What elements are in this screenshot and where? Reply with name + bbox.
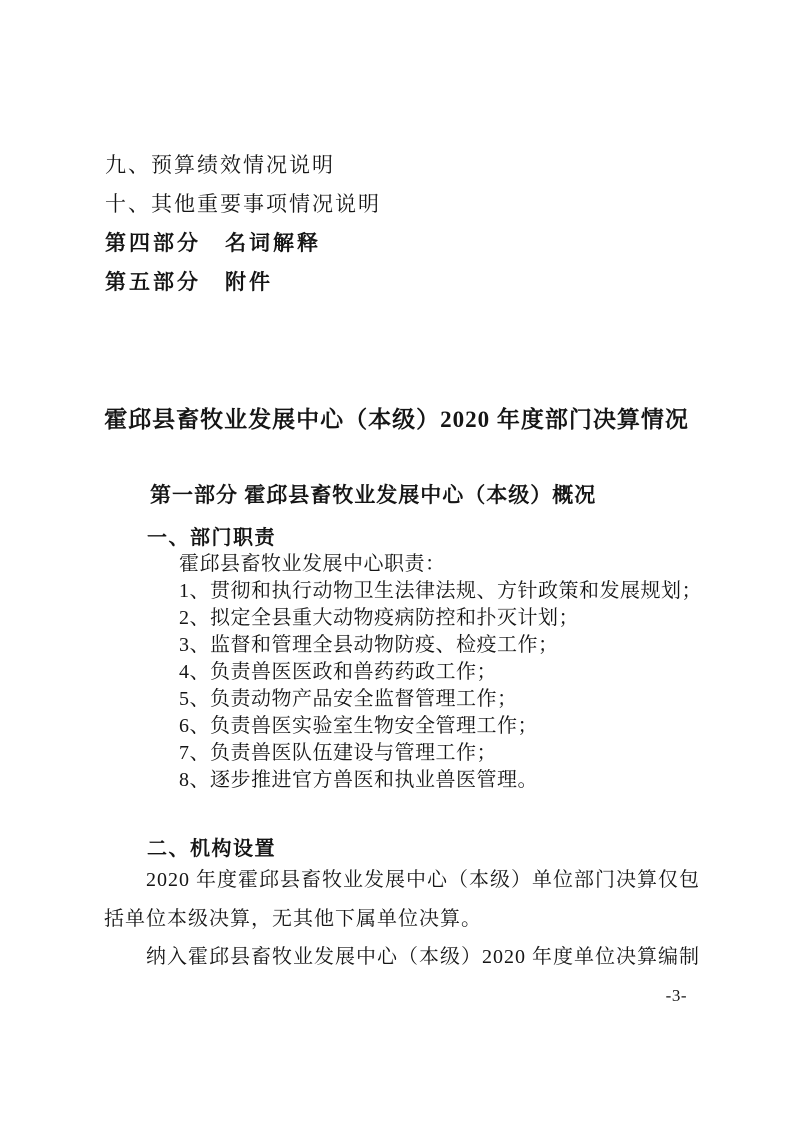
toc-item-9: 九、预算绩效情况说明 (105, 153, 335, 177)
section2-paragraphs (104, 861, 704, 977)
duty-item-4: 4、负责兽医医政和兽药药政工作； (179, 661, 497, 683)
section2-heading: 二、机构设置 (147, 838, 276, 860)
duty-item-8: 8、逐步推进官方兽医和执业兽医管理。 (179, 769, 538, 791)
part1-heading: 第一部分 霍邱县畜牧业发展中心（本级）概况 (150, 483, 597, 507)
section1-heading: 一、部门职责 (147, 527, 276, 549)
duty-item-6: 6、负责兽医实验室生物安全管理工作； (179, 715, 538, 737)
duties-list (179, 551, 702, 794)
duty-item-3: 3、监督和管理全县动物防疫、检疫工作； (179, 634, 559, 656)
paragraph-line: 2020 年度霍邱县畜牧业发展中心（本级）单位部门决算仅包 (146, 869, 700, 891)
duty-item-7: 7、负责兽医队伍建设与管理工作； (179, 742, 497, 764)
toc-item-10: 十、其他重要事项情况说明 (105, 192, 381, 216)
toc-list (105, 146, 381, 302)
toc-item-part4: 第四部分 名词解释 (105, 231, 321, 255)
duty-item-1: 1、贯彻和执行动物卫生法律法规、方针政策和发展规划； (179, 580, 702, 602)
duty-item-2: 2、拟定全县重大动物疫病防控和扑灭计划； (179, 607, 579, 629)
document-title: 霍邱县畜牧业发展中心（本级）2020 年度部门决算情况 (104, 407, 689, 432)
duties-intro: 霍邱县畜牧业发展中心职责： (179, 553, 446, 575)
paragraph-line: 纳入霍邱县畜牧业发展中心（本级）2020 年度单位决算编制 (146, 946, 700, 968)
duty-item-5: 5、负责动物产品安全监督管理工作； (179, 688, 518, 710)
page-number: -3- (665, 986, 687, 1005)
paragraph-line: 括单位本级决算，无其他下属单位决算。 (104, 907, 482, 930)
toc-item-part5: 第五部分 附件 (105, 270, 273, 294)
